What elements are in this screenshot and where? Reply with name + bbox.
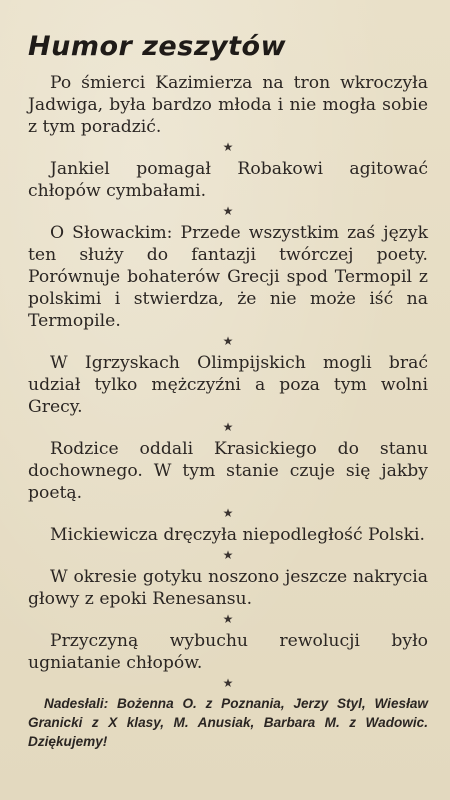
joke-item-4: W Igrzyskach Olimpijskich mogli brać udział tylko mężczyźni a poza tym wolni Grecy.: [28, 352, 428, 417]
joke-list: [28, 72, 428, 691]
star-separator-icon: ★: [222, 333, 234, 348]
star-separator-icon: ★: [222, 611, 234, 626]
joke-item-5: Rodzice oddali Krasickiego do stanu dochownego. W tym stanie czuje się jakby poetą.: [28, 438, 428, 503]
star-separator-icon: ★: [222, 139, 234, 154]
star-separator-icon: ★: [222, 547, 234, 562]
joke-item-8: Przyczyną wybuchu rewolucji było ugniatanie chłopów.: [28, 630, 428, 673]
joke-item-7: W okresie gotyku noszono jeszcze nakrycia głowy z epoki Renesansu.: [28, 566, 428, 609]
joke-item-1: Po śmierci Kazimierza na tron wkroczyła Jadwiga, była bardzo młoda i nie mogła sobie z tym poradzić.: [28, 72, 428, 137]
star-separator-icon: ★: [222, 203, 234, 218]
page-title: Humor zeszytów: [28, 31, 287, 62]
star-separator-icon: ★: [222, 675, 234, 690]
star-separator-icon: ★: [222, 505, 234, 520]
joke-item-6: Mickiewicza dręczyła niepodległość Polski.: [50, 524, 425, 545]
joke-item-3: O Słowackim: Przede wszystkim zaś język ten służy do fantazji twórczej poety. Porównuje bohaterów Grecji spod Termopil z polskimi i stwierdza, że nie może iść na Termopile.: [28, 222, 428, 331]
star-separator-icon: ★: [222, 419, 234, 434]
credits-text: Nadesłali: Bożenna O. z Poznania, Jerzy Styl, Wiesław Granicki z X klasy, M. Anusiak, Barbara M. z Wadowic. Dziękujemy!: [28, 695, 428, 749]
joke-item-2: Jankiel pomagał Robakowi agitować chłopów cymbałami.: [28, 158, 428, 201]
